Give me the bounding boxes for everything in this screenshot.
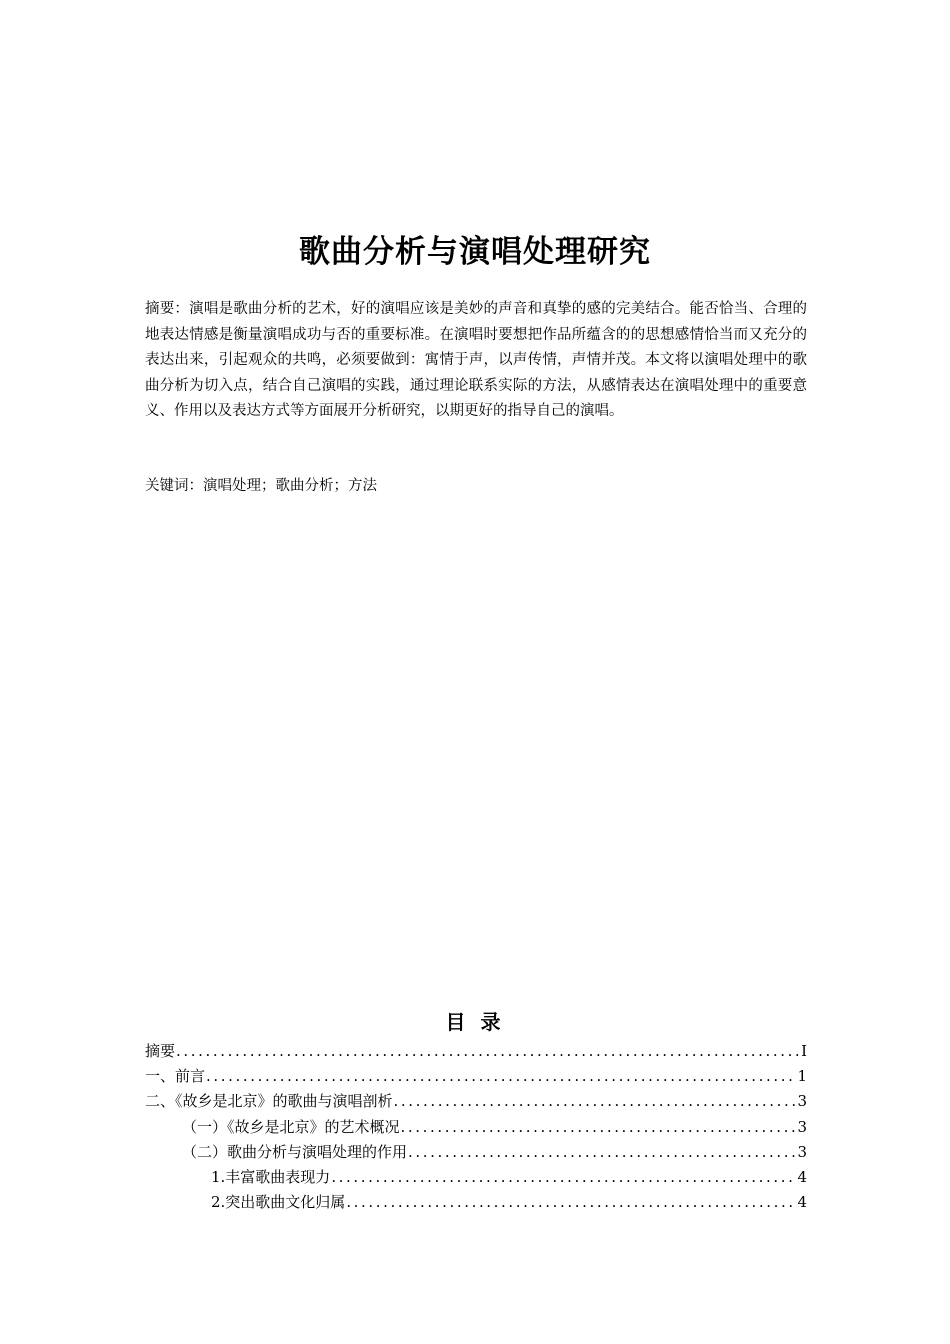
toc-leader-dots <box>206 1064 796 1089</box>
toc-entry[interactable] <box>145 1089 807 1114</box>
toc-entry[interactable] <box>145 1140 807 1165</box>
toc-entry[interactable] <box>145 1115 807 1140</box>
toc-entry-page: 4 <box>797 1193 807 1212</box>
toc-leader-dots <box>401 1115 797 1140</box>
toc-entry[interactable] <box>145 1165 807 1190</box>
toc-entry-label: 1.丰富歌曲表现力 <box>211 1167 331 1186</box>
toc-entry-label: 二、《故乡是北京》的歌曲与演唱剖析 <box>145 1092 393 1111</box>
toc-heading: 目 录 <box>445 1010 505 1034</box>
table-of-contents <box>145 1039 807 1215</box>
toc-entry-label: 2.突出歌曲文化归属 <box>211 1193 346 1212</box>
toc-entry-label: 一、前言 <box>145 1067 206 1086</box>
toc-leader-dots <box>394 1089 797 1114</box>
toc-entry[interactable] <box>145 1039 807 1064</box>
toc-entry-page: 3 <box>797 1142 807 1161</box>
toc-leader-dots <box>408 1140 796 1165</box>
toc-entry-label: （二）歌曲分析与演唱处理的作用 <box>182 1142 408 1161</box>
toc-entry[interactable] <box>145 1064 807 1089</box>
toc-entry-page: 1 <box>797 1067 807 1086</box>
toc-leader-dots <box>176 1039 800 1064</box>
toc-leader-dots <box>346 1190 796 1215</box>
document-title: 歌曲分析与演唱处理研究 <box>299 234 651 270</box>
keywords-line: 关键词：演唱处理；歌曲分析；方法 <box>145 478 377 494</box>
toc-leader-dots <box>331 1165 796 1190</box>
toc-entry-page: I <box>801 1042 807 1060</box>
abstract-paragraph: 摘要：演唱是歌曲分析的艺术，好的演唱应该是美妙的声音和真挚的感的完美结合。能否恰当、合理的地表达情感是衡量演唱成功与否的重要标准。在演唱时要想把作品所蕴含的的思想感情恰当而又充分的表达出来，引起观众的共鸣，必须要做到：寓情于声，以声传情，声情并茂。本文将以演唱处理中的歌曲分析为切入点，结合自己演唱的实践，通过理论联系实际的方法，从感情表达在演唱处理中的重要意义、作用以及表达方式等方面展开分析研究，以期更好的指导自己的演唱。 <box>145 301 807 419</box>
toc-entry-page: 3 <box>797 1117 807 1136</box>
toc-entry-label: （一）《故乡是北京》的艺术概况 <box>182 1117 400 1136</box>
toc-entry[interactable] <box>145 1190 807 1215</box>
toc-entry-page: 4 <box>797 1167 807 1186</box>
toc-entry-label: 摘要 <box>145 1042 176 1060</box>
toc-entry-page: 3 <box>797 1092 807 1111</box>
